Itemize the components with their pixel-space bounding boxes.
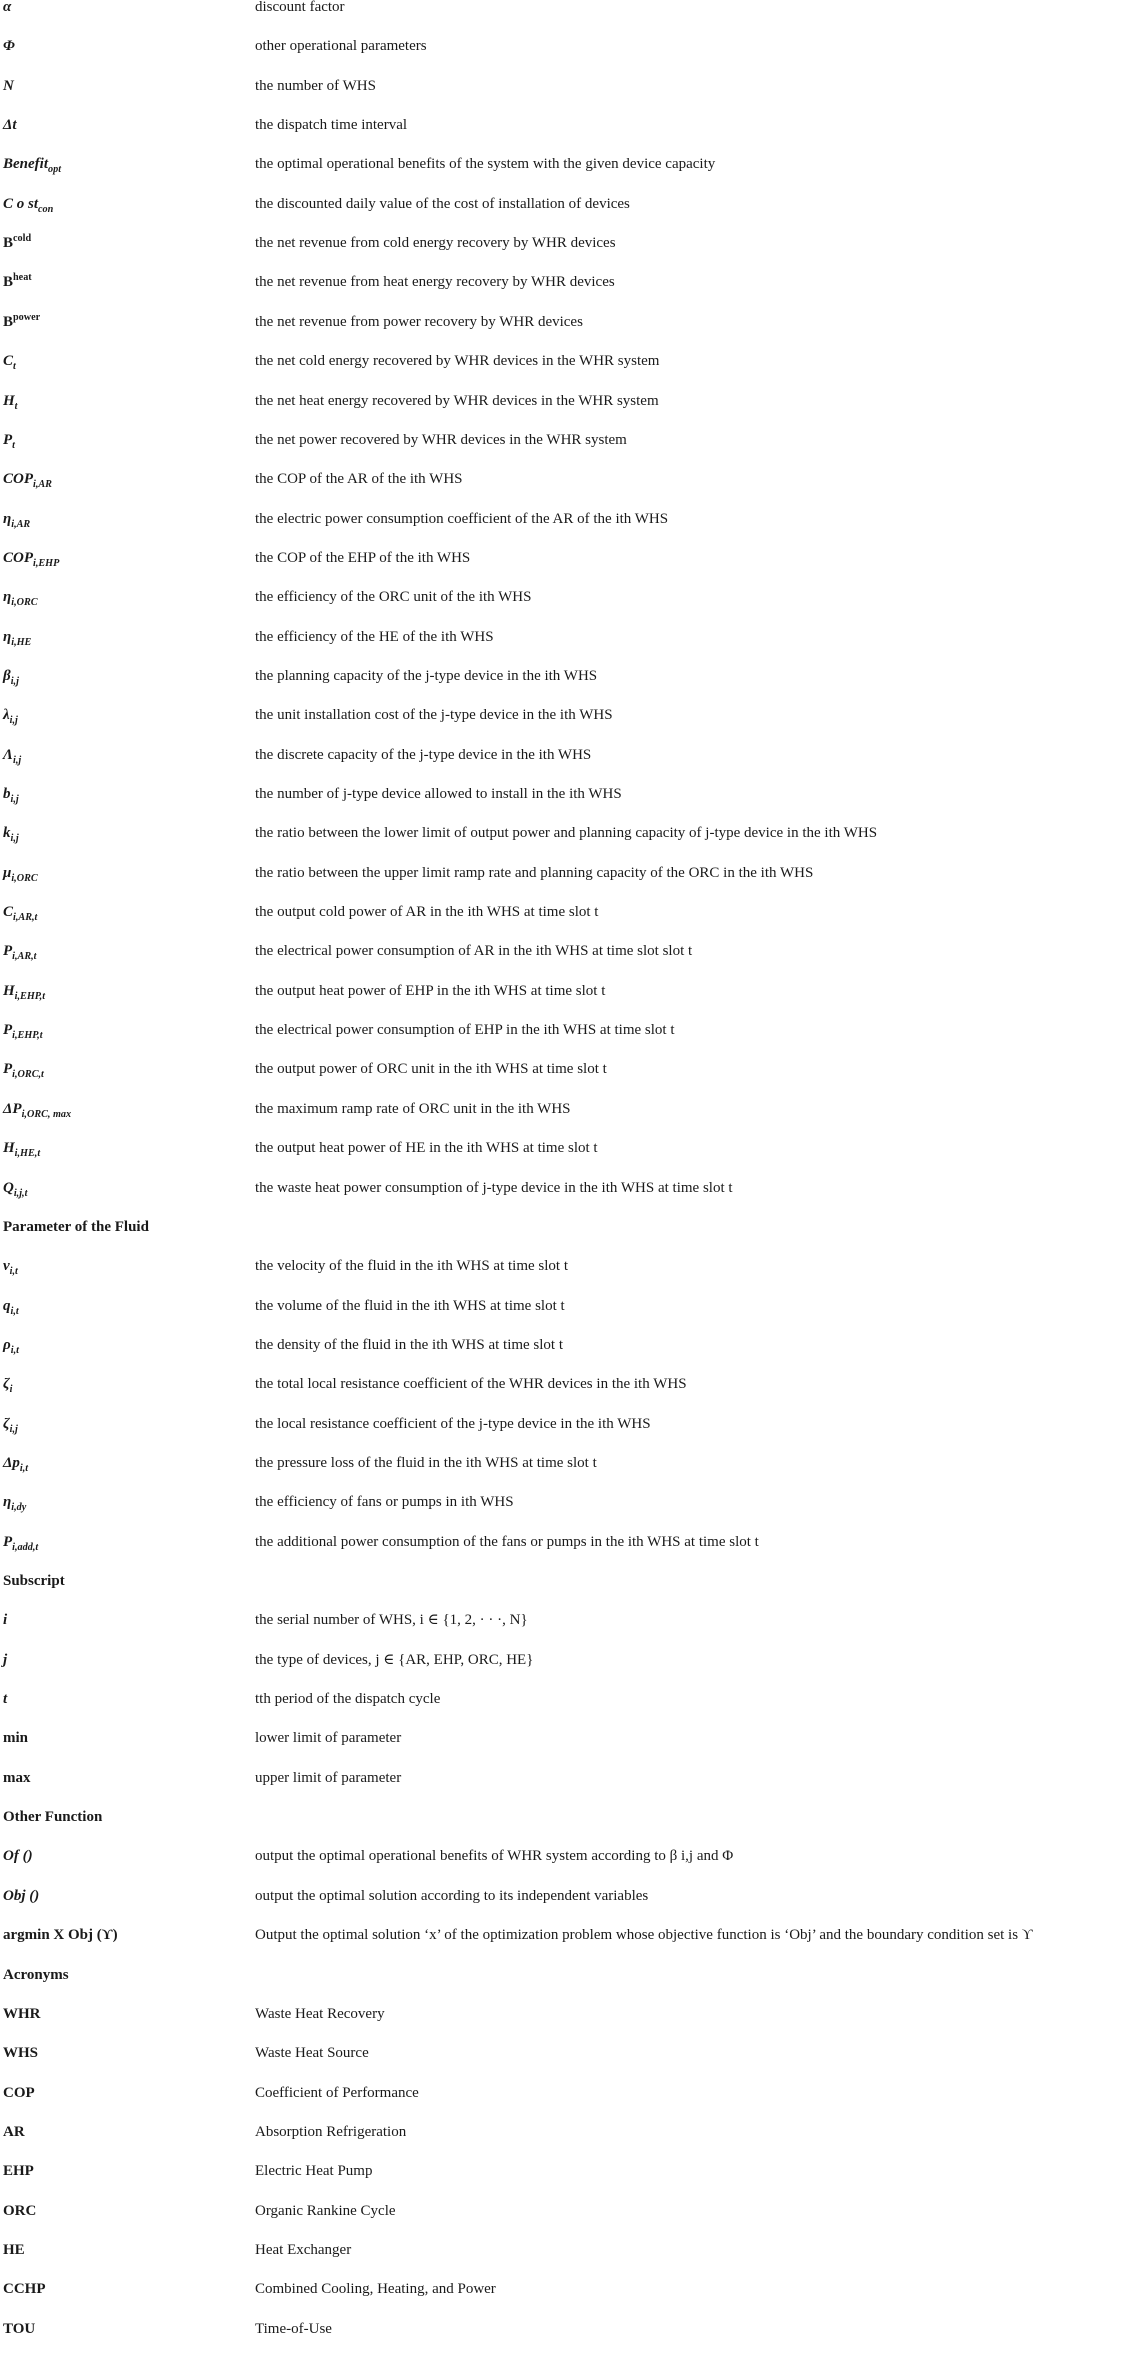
nomenclature-row bbox=[0, 1610, 1145, 1630]
nomenclature-row bbox=[0, 941, 1145, 961]
symbol: max bbox=[3, 1769, 31, 1786]
definition: Waste Heat Recovery bbox=[255, 2005, 385, 2022]
nomenclature-row bbox=[0, 1414, 1145, 1434]
definition: the velocity of the fluid in the ith WHS at time slot t bbox=[255, 1258, 569, 1275]
symbol-subscript: i,HE,t bbox=[14, 1148, 41, 1160]
symbol: EHP bbox=[3, 2163, 34, 2180]
symbol: $\Lambda_{i,j}$ bbox=[3, 746, 22, 766]
nomenclature-row bbox=[0, 2201, 1145, 2221]
symbol-subscript: i,t bbox=[10, 1305, 19, 1317]
definition: the net power recovered by WHR devices in the WHR system bbox=[255, 431, 627, 448]
nomenclature-row bbox=[0, 1256, 1145, 1276]
section-heading-row bbox=[0, 1807, 1145, 1827]
nomenclature-row bbox=[0, 194, 1145, 214]
symbol-subscript: i,j bbox=[9, 715, 18, 727]
symbol: $COP_{i,AR}$ bbox=[3, 471, 52, 491]
symbol: j bbox=[3, 1651, 8, 1668]
symbol-superscript: cold bbox=[13, 233, 32, 245]
symbol: $\mu_{i,ORC}$ bbox=[3, 864, 38, 884]
nomenclature-row bbox=[0, 1178, 1145, 1198]
definition: the efficiency of the HE of the ith WHS bbox=[255, 628, 494, 645]
symbol-subscript: i,ORC bbox=[11, 597, 38, 609]
definition: the COP of the EHP of the ith WHS bbox=[255, 549, 471, 566]
symbol-subscript: i,ORC, max bbox=[21, 1108, 72, 1120]
symbol: $B^{cold}$ bbox=[3, 233, 32, 252]
definition: Coefficient of Performance bbox=[255, 2084, 419, 2101]
symbol-subscript: i,dy bbox=[11, 1502, 27, 1514]
nomenclature-row bbox=[0, 430, 1145, 450]
definition: the maximum ramp rate of ORC unit in the ith WHS bbox=[255, 1100, 571, 1117]
symbol: $Q_{i,j,t}$ bbox=[3, 1179, 28, 1199]
definition: Electric Heat Pump bbox=[255, 2163, 373, 2180]
definition: tth period of the dispatch cycle bbox=[255, 1691, 441, 1708]
nomenclature-row bbox=[0, 745, 1145, 765]
symbol: argmin X Obj (ϒ) bbox=[3, 1927, 118, 1944]
symbol: CCHP bbox=[3, 2281, 46, 2298]
definition: Heat Exchanger bbox=[255, 2241, 352, 2258]
symbol-superscript: heat bbox=[13, 272, 32, 284]
symbol-subscript: i,AR,t bbox=[13, 912, 38, 924]
nomenclature-row bbox=[0, 1059, 1145, 1079]
nomenclature-row bbox=[0, 666, 1145, 686]
section-heading: Parameter of the Fluid bbox=[3, 1218, 149, 1235]
symbol: $\zeta_i$ bbox=[3, 1376, 13, 1396]
nomenclature-row bbox=[0, 1296, 1145, 1316]
definition: the ratio between the lower limit of output power and planning capacity of j-type device in the ith WHS bbox=[255, 825, 878, 842]
nomenclature-row bbox=[0, 1925, 1145, 1945]
definition: the output power of ORC unit in the ith WHS at time slot t bbox=[255, 1061, 607, 1078]
nomenclature-row bbox=[0, 76, 1145, 96]
nomenclature-row bbox=[0, 587, 1145, 607]
symbol: WHS bbox=[3, 2045, 39, 2062]
symbol-subscript: i,ORC bbox=[11, 872, 38, 884]
symbol: $C_t$ bbox=[3, 353, 16, 373]
nomenclature-row bbox=[0, 1138, 1145, 1158]
symbol: $\lambda_{i,j}$ bbox=[3, 707, 18, 727]
nomenclature-row bbox=[0, 509, 1145, 529]
symbol: C o $st_{con}$ bbox=[3, 195, 54, 215]
definition: the net cold energy recovered by WHR devices in the WHR system bbox=[255, 353, 660, 370]
symbol: $\zeta_{i,j}$ bbox=[3, 1415, 18, 1435]
nomenclature-row bbox=[0, 705, 1145, 725]
nomenclature-row bbox=[0, 2161, 1145, 2181]
nomenclature-row bbox=[0, 0, 1145, 17]
symbol: $COP_{i,EHP}$ bbox=[3, 549, 60, 569]
section-heading-row bbox=[0, 1571, 1145, 1591]
symbol: min bbox=[3, 1730, 29, 1747]
definition: the pressure loss of the fluid in the ith WHS at time slot t bbox=[255, 1454, 597, 1471]
definition: other operational parameters bbox=[255, 38, 427, 55]
symbol-superscript: power bbox=[13, 311, 41, 323]
nomenclature-row bbox=[0, 391, 1145, 411]
symbol: α bbox=[3, 0, 12, 15]
nomenclature-row bbox=[0, 1886, 1145, 1906]
definition: the net revenue from heat energy recovery by WHR devices bbox=[255, 274, 615, 291]
definition: the output heat power of HE in the ith WHS at time slot t bbox=[255, 1140, 598, 1157]
symbol-subscript: i,j bbox=[9, 1423, 18, 1435]
nomenclature-row bbox=[0, 115, 1145, 135]
symbol: Obj () bbox=[3, 1887, 40, 1904]
nomenclature-row bbox=[0, 823, 1145, 843]
definition: the additional power consumption of the fans or pumps in the ith WHS at time slot t bbox=[255, 1533, 759, 1550]
definition: the ratio between the upper limit ramp rate and planning capacity of the ORC in the ith WHS bbox=[255, 864, 814, 881]
definition: the dispatch time interval bbox=[255, 117, 408, 134]
symbol: $P_{i,ORC,t}$ bbox=[3, 1061, 44, 1081]
nomenclature-row bbox=[0, 1846, 1145, 1866]
nomenclature-row bbox=[0, 627, 1145, 647]
section-heading-row bbox=[0, 1217, 1145, 1237]
symbol: $\eta_{i,AR}$ bbox=[3, 510, 31, 530]
definition: the electrical power consumption of EHP in the ith WHS at time slot t bbox=[255, 1022, 675, 1039]
definition: output the optimal operational benefits of WHR system according to β i,j and Φ bbox=[255, 1848, 734, 1865]
definition: the total local resistance coefficient of the WHR devices in the ith WHS bbox=[255, 1376, 687, 1393]
nomenclature-row bbox=[0, 312, 1145, 332]
nomenclature-row bbox=[0, 1492, 1145, 1512]
definition: the net revenue from cold energy recovery by WHR devices bbox=[255, 235, 616, 252]
symbol: N bbox=[3, 77, 14, 94]
nomenclature-row bbox=[0, 2319, 1145, 2339]
symbol: $P_{i,AR,t}$ bbox=[3, 943, 37, 963]
symbol: Benefit$_{opt}$ bbox=[3, 156, 62, 176]
definition: the output cold power of AR in the ith WHS at time slot t bbox=[255, 904, 599, 921]
nomenclature-row bbox=[0, 2122, 1145, 2142]
symbol: $k_{i,j}$ bbox=[3, 825, 19, 845]
definition: the electric power consumption coefficient of the AR of the ith WHS bbox=[255, 510, 669, 527]
nomenclature-row bbox=[0, 784, 1145, 804]
symbol: i bbox=[3, 1612, 8, 1629]
nomenclature-row bbox=[0, 1020, 1145, 1040]
definition: the discrete capacity of the j-type device in the ith WHS bbox=[255, 746, 592, 763]
symbol-subscript: i,EHP,t bbox=[14, 990, 46, 1002]
symbol: $\eta_{i,HE}$ bbox=[3, 628, 32, 648]
nomenclature-row bbox=[0, 233, 1145, 253]
symbol: AR bbox=[3, 2123, 25, 2140]
symbol: $P_{i,add,t}$ bbox=[3, 1533, 39, 1553]
definition: the efficiency of the ORC unit of the ith WHS bbox=[255, 589, 532, 606]
definition: Output the optimal solution ‘x’ of the optimization problem whose objective function is ‘Obj’ and the boundary condition set is ϒ bbox=[255, 1927, 1033, 1944]
definition: the optimal operational benefits of the system with the given device capacity bbox=[255, 156, 716, 173]
symbol: $\beta_{i,j}$ bbox=[3, 667, 19, 687]
definition: the discounted daily value of the cost of installation of devices bbox=[255, 195, 630, 212]
definition: Organic Rankine Cycle bbox=[255, 2202, 396, 2219]
symbol: $\Delta p_{i,t}$ bbox=[3, 1454, 29, 1474]
symbol: $B^{heat}$ bbox=[3, 272, 32, 291]
nomenclature-row bbox=[0, 2004, 1145, 2024]
nomenclature-row bbox=[0, 1099, 1145, 1119]
symbol: WHR bbox=[3, 2005, 41, 2022]
symbol: Δt bbox=[3, 117, 17, 134]
nomenclature-row bbox=[0, 1768, 1145, 1788]
symbol: TOU bbox=[3, 2320, 36, 2337]
definition: Waste Heat Source bbox=[255, 2045, 369, 2062]
definition: the unit installation cost of the j-type device in the ith WHS bbox=[255, 707, 613, 724]
definition: the net revenue from power recovery by WHR devices bbox=[255, 313, 583, 330]
symbol-subscript: i,EHP bbox=[33, 557, 60, 569]
symbol: $H_{i,EHP,t}$ bbox=[3, 982, 46, 1002]
nomenclature-row bbox=[0, 1453, 1145, 1473]
symbol: $\eta_{i,ORC}$ bbox=[3, 589, 38, 609]
definition: the local resistance coefficient of the j-type device in the ith WHS bbox=[255, 1415, 651, 1432]
definition: the number of WHS bbox=[255, 77, 376, 94]
symbol: $\rho_{i,t}$ bbox=[3, 1336, 19, 1356]
symbol-subscript: i,HE bbox=[11, 636, 32, 648]
nomenclature-row bbox=[0, 2279, 1145, 2299]
symbol-subscript: i,j bbox=[10, 675, 19, 687]
nomenclature-row bbox=[0, 36, 1145, 56]
definition: Time-of-Use bbox=[255, 2320, 332, 2337]
nomenclature-row bbox=[0, 2083, 1145, 2103]
symbol: $H_{i,HE,t}$ bbox=[3, 1140, 41, 1160]
symbol-subscript: con bbox=[38, 203, 54, 215]
definition: the planning capacity of the j-type device in the ith WHS bbox=[255, 667, 598, 684]
definition: the COP of the AR of the ith WHS bbox=[255, 471, 463, 488]
definition: output the optimal solution according to its independent variables bbox=[255, 1887, 649, 1904]
symbol-subscript: t bbox=[12, 439, 16, 451]
symbol: Of () bbox=[3, 1848, 33, 1865]
nomenclature-row bbox=[0, 469, 1145, 489]
symbol-subscript: opt bbox=[48, 164, 62, 176]
symbol: Φ bbox=[3, 38, 15, 55]
definition: Combined Cooling, Heating, and Power bbox=[255, 2281, 496, 2298]
nomenclature-row bbox=[0, 272, 1145, 292]
nomenclature-row bbox=[0, 1650, 1145, 1670]
symbol-subscript: i,j,t bbox=[13, 1187, 28, 1199]
symbol-subscript: i,AR bbox=[11, 518, 31, 530]
symbol-subscript: i,t bbox=[19, 1462, 29, 1474]
nomenclature-row bbox=[0, 1728, 1145, 1748]
definition: the number of j-type device allowed to install in the ith WHS bbox=[255, 786, 622, 802]
symbol-subscript: i,AR,t bbox=[12, 951, 37, 963]
definition: the electrical power consumption of AR in the ith WHS at time slot slot t bbox=[255, 943, 693, 960]
symbol: $q_{i,t}$ bbox=[3, 1297, 19, 1317]
symbol: $H_t$ bbox=[3, 392, 18, 412]
symbol: COP bbox=[3, 2084, 35, 2101]
definition: upper limit of parameter bbox=[255, 1769, 402, 1786]
symbol: HE bbox=[3, 2241, 25, 2258]
symbol: $P_t$ bbox=[3, 431, 16, 451]
symbol-subscript: t bbox=[14, 400, 18, 412]
symbol-subscript: i,t bbox=[10, 1344, 19, 1356]
symbol-subscript: i bbox=[9, 1384, 13, 1396]
nomenclature-row bbox=[0, 1335, 1145, 1355]
definition: lower limit of parameter bbox=[255, 1730, 402, 1747]
symbol-subscript: i,EHP,t bbox=[12, 1030, 43, 1042]
symbol-subscript: i,t bbox=[9, 1266, 18, 1278]
symbol-subscript: i,add,t bbox=[12, 1541, 39, 1553]
symbol: $\eta_{i,dy}$ bbox=[3, 1494, 27, 1514]
nomenclature-row bbox=[0, 863, 1145, 883]
symbol: t bbox=[3, 1691, 8, 1708]
symbol-subscript: i,j bbox=[10, 833, 19, 845]
symbol: $P_{i,EHP,t}$ bbox=[3, 1022, 43, 1042]
symbol: $v_{i,t}$ bbox=[3, 1258, 18, 1278]
definition: the efficiency of fans or pumps in ith WHS bbox=[255, 1494, 514, 1511]
symbol-subscript: t bbox=[13, 361, 16, 373]
definition: the density of the fluid in the ith WHS at time slot t bbox=[255, 1336, 564, 1353]
nomenclature-row bbox=[0, 2240, 1145, 2260]
definition: the volume of the fluid in the ith WHS at time slot t bbox=[255, 1297, 565, 1314]
symbol: $B^{power}$ bbox=[3, 311, 41, 330]
nomenclature-row bbox=[0, 1532, 1145, 1552]
symbol: $b_{i,j}$ bbox=[3, 786, 19, 805]
section-heading: Acronyms bbox=[3, 1966, 69, 1983]
nomenclature-row bbox=[0, 1374, 1145, 1394]
nomenclature-row bbox=[0, 154, 1145, 174]
definition: the serial number of WHS, i ∈ {1, 2, · · ·, N} bbox=[255, 1612, 528, 1629]
nomenclature-row bbox=[0, 351, 1145, 371]
definition: the net heat energy recovered by WHR devices in the WHR system bbox=[255, 392, 659, 409]
symbol: ORC bbox=[3, 2202, 37, 2219]
symbol-subscript: i,j bbox=[13, 754, 22, 766]
definition: the output heat power of EHP in the ith WHS at time slot t bbox=[255, 982, 606, 999]
symbol-subscript: i,j bbox=[10, 794, 19, 805]
nomenclature-row bbox=[0, 1689, 1145, 1709]
section-heading: Subscript bbox=[3, 1573, 65, 1589]
symbol-subscript: i,AR bbox=[33, 479, 52, 491]
definition: the type of devices, j ∈ {AR, EHP, ORC, HE} bbox=[255, 1651, 534, 1668]
nomenclature-row bbox=[0, 981, 1145, 1001]
nomenclature-row bbox=[0, 902, 1145, 922]
nomenclature-row bbox=[0, 2043, 1145, 2063]
symbol-subscript: i,ORC,t bbox=[12, 1069, 44, 1081]
definition: the waste heat power consumption of j-type device in the ith WHS at time slot t bbox=[255, 1179, 733, 1196]
nomenclature-row bbox=[0, 548, 1145, 568]
symbol: $C_{i,AR,t}$ bbox=[3, 904, 38, 924]
section-heading-row bbox=[0, 1965, 1145, 1985]
symbol: $\Delta P_{i,ORC, max}$ bbox=[3, 1100, 72, 1120]
definition: discount factor bbox=[255, 0, 345, 15]
section-heading: Other Function bbox=[3, 1809, 103, 1826]
definition: Absorption Refrigeration bbox=[255, 2123, 407, 2140]
